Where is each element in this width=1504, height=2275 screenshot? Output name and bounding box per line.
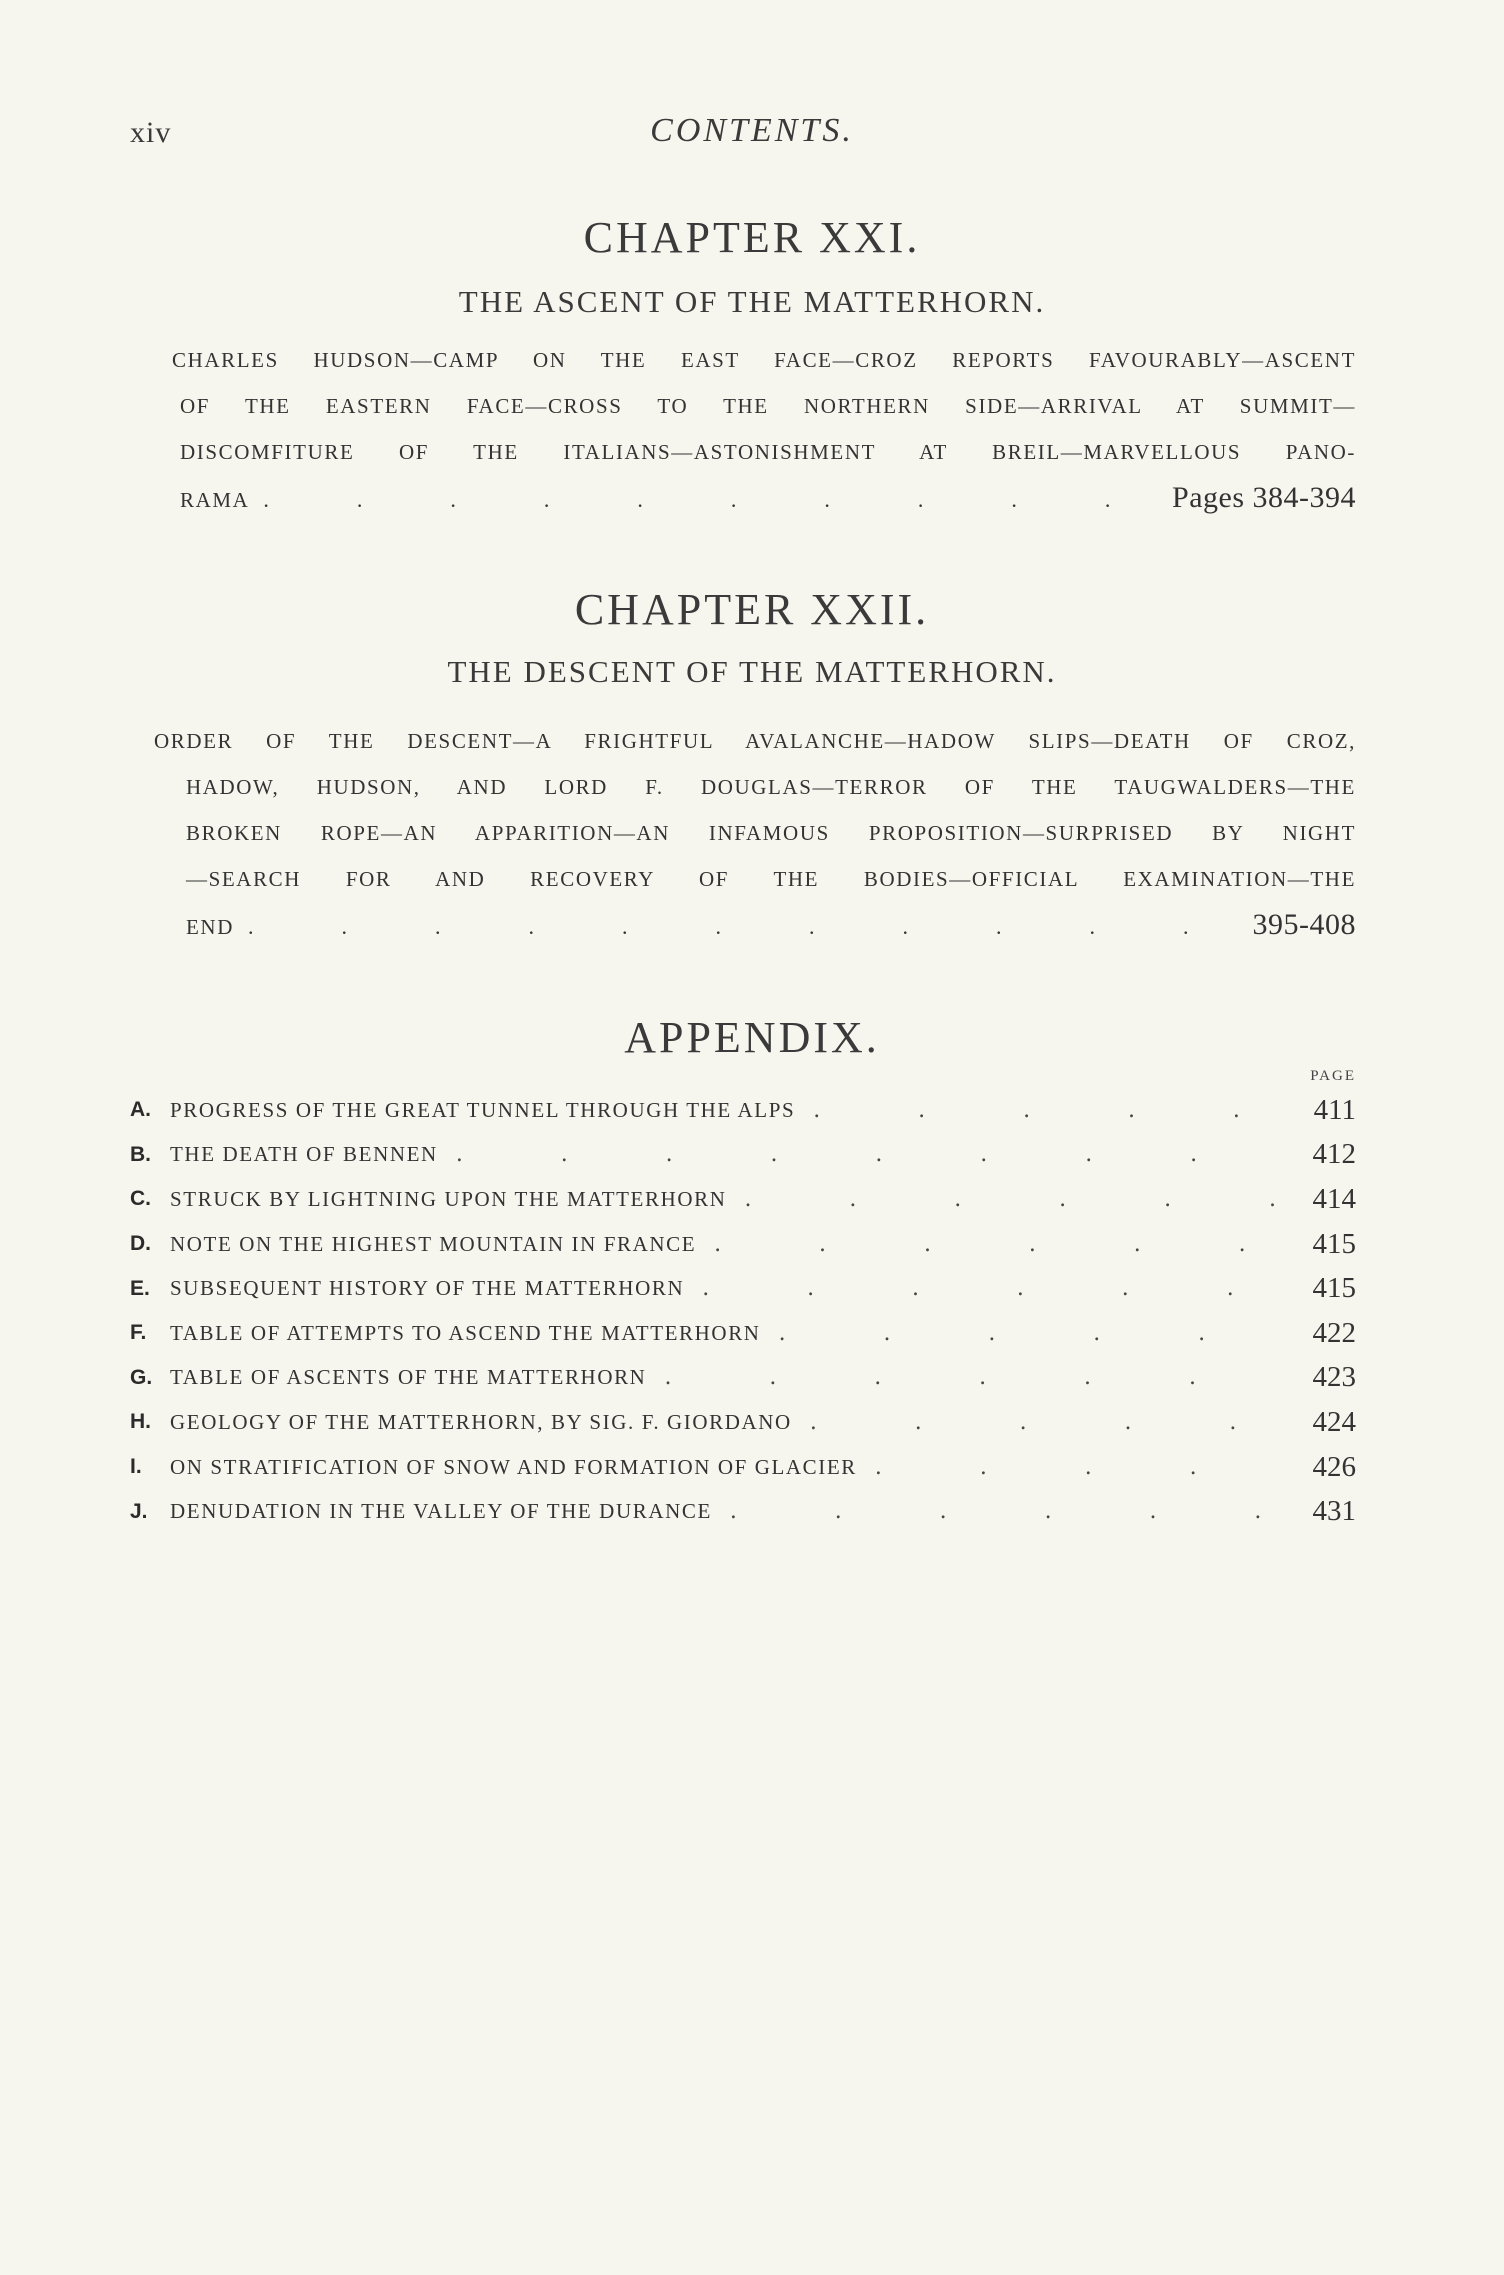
leader-dots [744,1187,1278,1212]
appendix-page: 415 [1312,1272,1356,1305]
appendix-page: 426 [1312,1450,1356,1483]
summary-line: ORDER OF THE DESCENT—A FRIGHTFUL AVALANCHE—HADOW SLIPS—DEATH OF CROZ, [154,729,1356,753]
appendix-item [130,1489,1356,1534]
page-number: xiv [130,116,172,149]
chapter-22-heading: CHAPTER XXII. [574,585,930,634]
appendix-letter: D. [130,1232,151,1256]
chapter-21-heading: CHAPTER XXI. [583,213,921,262]
appendix-item [130,1133,1356,1178]
appendix-letter: A. [130,1098,151,1122]
summary-line: —SEARCH FOR AND RECOVERY OF THE BODIES—OFFICIAL EXAMINATION—THE [186,867,1356,891]
appendix-title: SUBSEQUENT HISTORY OF THE MATTERHORN [170,1276,685,1301]
summary-line: RAMA [180,488,250,512]
leader-dots [875,1455,1278,1480]
appendix-letter: C. [130,1187,151,1211]
appendix-title: PROGRESS OF THE GREAT TUNNEL THROUGH THE ALPS [170,1097,796,1122]
appendix-item [130,1311,1356,1356]
leader-dots [664,1365,1278,1390]
chapter-21-pages: Pages 384-394 [1172,481,1356,514]
appendix-page: 414 [1312,1182,1356,1215]
appendix-title: ON STRATIFICATION OF SNOW AND FORMATION OF GLACIER [170,1454,857,1479]
chapter-21-title: THE ASCENT OF THE MATTERHORN. [458,284,1046,319]
appendix-page: 431 [1312,1495,1356,1528]
appendix-letter: E. [130,1276,150,1300]
appendix-title: DENUDATION IN THE VALLEY OF THE DURANCE [170,1499,712,1524]
summary-line: HADOW, HUDSON, AND LORD F. DOUGLAS—TERROR OF THE TAUGWALDERS—THE [186,775,1356,799]
appendix-letter: F. [130,1321,147,1345]
summary-last-line [178,902,1356,948]
leader-dots [248,904,1239,950]
appendix-title: NOTE ON THE HIGHEST MOUNTAIN IN FRANCE [170,1231,697,1256]
leader-dots [730,1499,1278,1524]
running-header [0,112,1504,152]
appendix-title: STRUCK BY LIGHTNING UPON THE MATTERHORN [170,1186,727,1211]
summary-line: DISCOMFITURE OF THE ITALIANS—ASTONISHMENT AT BREIL—MARVELLOUS PANO- [180,440,1356,464]
appendix-title: GEOLOGY OF THE MATTERHORN, BY SIG. F. GIORDANO [170,1409,792,1434]
appendix-item [130,1445,1356,1490]
appendix-letter: B. [130,1142,151,1166]
appendix-page: 415 [1312,1227,1356,1260]
appendix-page: 411 [1313,1093,1356,1126]
appendix-item [130,1088,1356,1133]
appendix-letter: J. [130,1499,148,1523]
running-title: CONTENTS. [650,112,854,149]
leader-dots [702,1276,1278,1301]
appendix-item [130,1266,1356,1311]
appendix-item [130,1222,1356,1267]
chapter-22-title: THE DESCENT OF THE MATTERHORN. [447,654,1057,689]
summary-line: END [186,915,234,939]
leader-dots [263,477,1158,523]
appendix-heading: APPENDIX. [624,1013,880,1062]
summary-line: BROKEN ROPE—AN APPARITION—AN INFAMOUS PROPOSITION—SURPRISED BY NIGHT [186,821,1356,845]
chapter-22-summary [154,718,1356,948]
chapter-22-pages: 395-408 [1252,908,1356,941]
appendix-title: THE DEATH OF BENNEN [170,1142,438,1167]
appendix-page: 422 [1312,1316,1356,1349]
leader-dots [714,1232,1278,1257]
appendix-title: TABLE OF ATTEMPTS TO ASCEND THE MATTERHORN [170,1320,761,1345]
summary-line: OF THE EASTERN FACE—CROSS TO THE NORTHERN SIDE—ARRIVAL AT SUMMIT— [180,394,1356,418]
appendix-page: 412 [1312,1138,1356,1171]
appendix-page: 423 [1312,1361,1356,1394]
appendix-page: 424 [1312,1405,1356,1438]
appendix-letter: G. [130,1365,153,1389]
leader-dots [810,1410,1278,1435]
leader-dots [813,1098,1278,1123]
appendix-letter: H. [130,1410,151,1434]
chapter-21-summary [172,337,1356,521]
summary-last-line [172,475,1356,521]
appendix-list [130,1088,1356,1534]
appendix-item [130,1356,1356,1401]
leader-dots [779,1321,1278,1346]
appendix-item [130,1177,1356,1222]
appendix-title: TABLE OF ASCENTS OF THE MATTERHORN [170,1365,647,1390]
appendix-letter: I. [130,1455,142,1479]
appendix-item [130,1400,1356,1445]
summary-line: CHARLES HUDSON—CAMP ON THE EAST FACE—CROZ REPORTS FAVOURABLY—ASCENT [172,348,1356,372]
leader-dots [456,1142,1278,1167]
page-column-label: PAGE [1310,1068,1356,1084]
